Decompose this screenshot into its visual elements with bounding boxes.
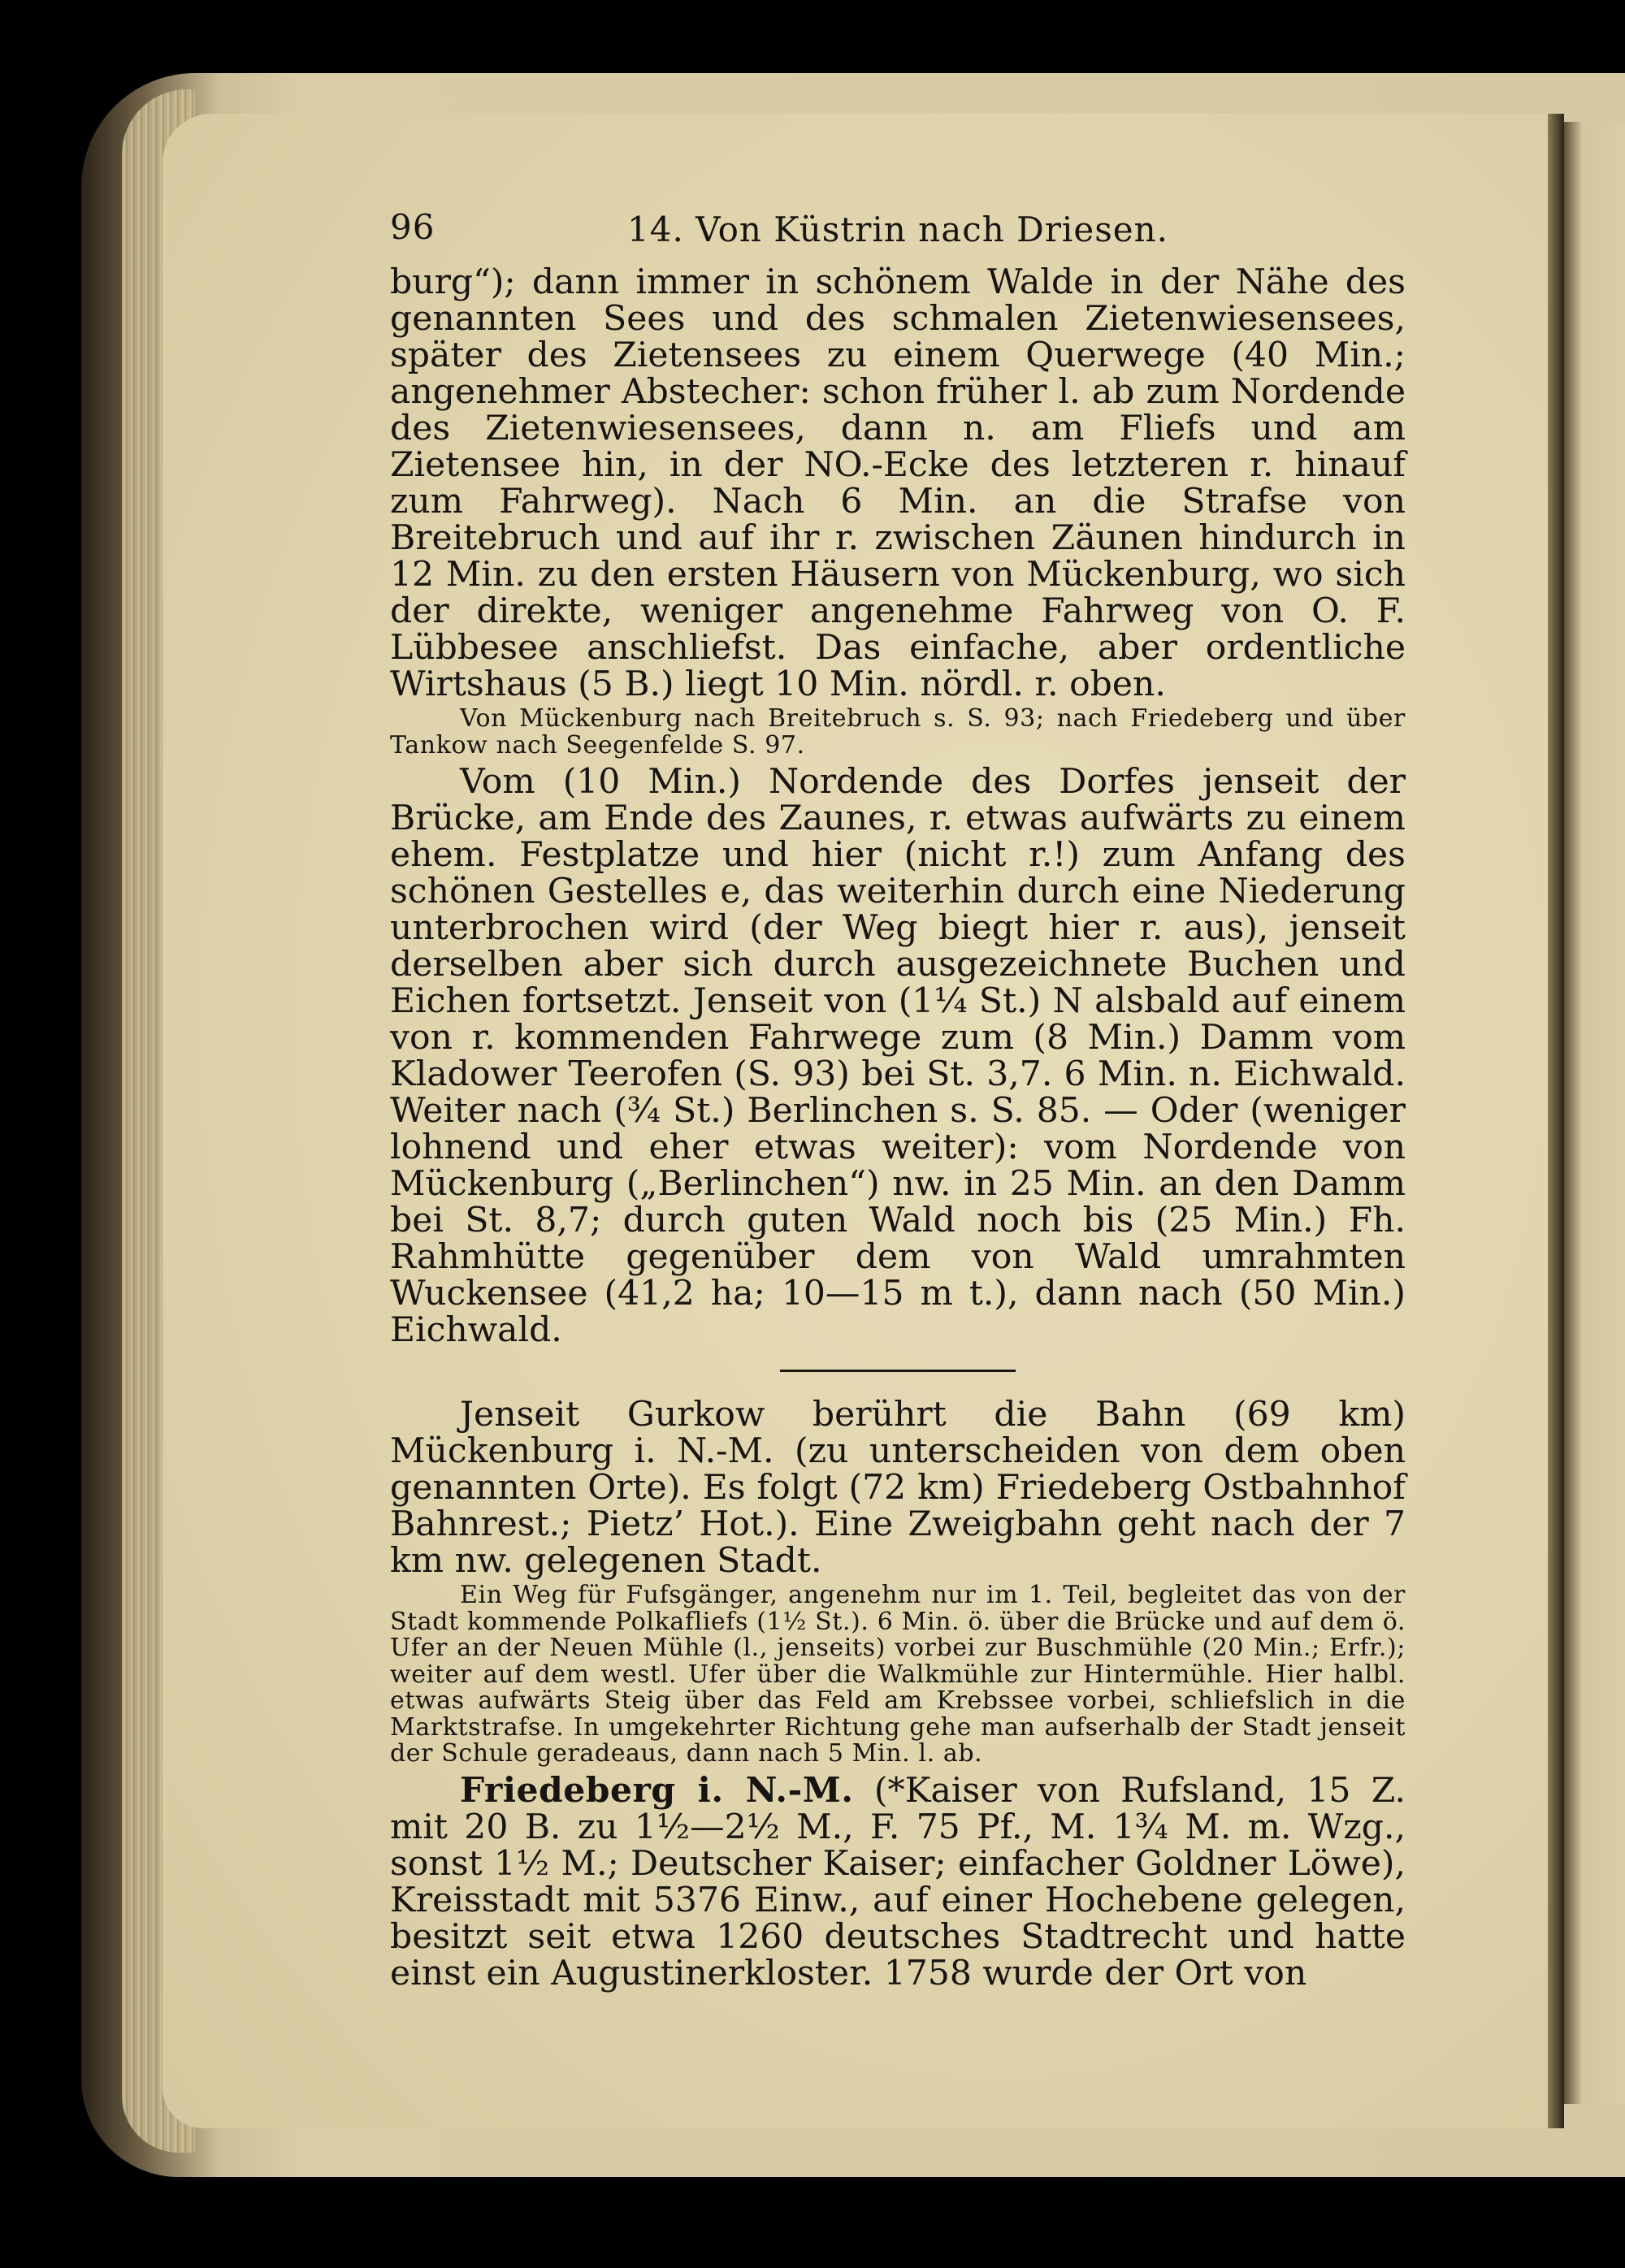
running-head: 14. Von Küstrin nach Driesen. [627, 210, 1169, 249]
footnote: Von Mückenburg nach Breitebruch s. S. 93; nach Friedeberg und über Tankow nach Seegenfelde S. 97. [390, 704, 1406, 760]
paragraph [390, 1769, 1406, 1993]
section-divider [780, 1370, 1016, 1372]
page-number: 96 [390, 207, 436, 247]
place-heading: Friedeberg i. N.-M. [460, 1769, 854, 1811]
page-content [390, 207, 1406, 1992]
page-header [390, 207, 1406, 264]
footnote: Ein Weg für Fufsgänger, angenehm nur im 1. Teil, begleitet das von der Stadt kommende Polkafliefs (1½ St.). 6 Min. ö. über die Brücke und auf dem ö. Ufer an der Neuen Mühle (l., jenseits) vorbei zur Buschmühle (20 Min.; Erfr.); weiter auf dem westl. Ufer über die Walkmühle zur Hintermühle. Hier halbl. etwas aufwärts Steig über das Feld am Krebssee vorbei, schliefslich in die Marktstrafse. In umgekehrter Richtung gehe man aufserhalb der Stadt jenseit der Schule geradeaus, dann nach 5 Min. l. ab. [390, 1581, 1406, 1768]
book-gutter [1548, 114, 1564, 2128]
paragraph: burg“); dann immer in schönem Walde in der Nähe des genannten Sees und des schmalen Zietenwiesensees, später des Zietensees zu einem Querwege (40 Min.; angenehmer Abstecher: schon früher l. ab zum Nordende des Zietenwiesensees, dann n. am Fliefs und am Zietensee hin, in der NO.-Ecke des letzteren r. hinauf zum Fahrweg). Nach 6 Min. an die Strafse von Breitebruch und auf ihr r. zwischen Zäunen hindurch in 12 Min. zu den ersten Häusern von Mückenburg, wo sich der direkte, weniger angenehme Fahrweg von O. F. Lübbesee anschliefst. Das einfache, aber ordentliche Wirtshaus (5 B.) liegt 10 Min. nördl. r. oben. [390, 262, 1406, 704]
facing-page-edge [1564, 122, 1625, 2104]
paragraph-text: (*Kaiser von Rufsland, 15 Z. mit 20 B. zu 1½—2½ M., F. 75 Pf., M. 1¾ M. m. Wzg., sonst 1½ M.; Deutscher Kaiser; einfacher Goldner Löwe), Kreisstadt mit 5376 Einw., auf einer Hochebene gelegen, besitzt seit etwa 1260 deutsches Stadtrecht und hatte einst ein Augustinerkloster. 1758 wurde der Ort von [390, 1770, 1406, 1993]
paragraph: Vom (10 Min.) Nordende des Dorfes jenseit der Brücke, am Ende des Zaunes, r. etwas aufwärts zu einem ehem. Festplatze und hier (nicht r.!) zum Anfang des schönen Gestelles e, das weiterhin durch eine Niederung unterbrochen wird (der Weg biegt hier r. aus), jenseit derselben aber sich durch ausgezeichnete Buchen und Eichen fortsetzt. Jenseit von (1¼ St.) N alsbald auf einem von r. kommenden Fahrwege zum (8 Min.) Damm vom Kladower Teerofen (S. 93) bei St. 3,7. 6 Min. n. Eichwald. Weiter nach (¾ St.) Berlinchen s. S. 85. — Oder (weniger lohnend und eher etwas weiter): vom Nordende von Mückenburg („Berlinchen“) nw. in 25 Min. an den Damm bei St. 8,7; durch guten Wald noch bis (25 Min.) Fh. Rahmhütte gegenüber dem von Wald umrahmten Wuckensee (41,2 ha; 10—15 m t.), dann nach (50 Min.) Eichwald. [390, 762, 1406, 1350]
paragraph: Jenseit Gurkow berührt die Bahn (69 km) Mückenburg i. N.-M. (zu unterscheiden von dem oben genannten Orte). Es folgt (72 km) Friedeberg Ostbahnhof Bahnrest.; Pietz’ Hot.). Eine Zweigbahn geht nach der 7 km nw. gelegenen Stadt. [390, 1395, 1406, 1581]
